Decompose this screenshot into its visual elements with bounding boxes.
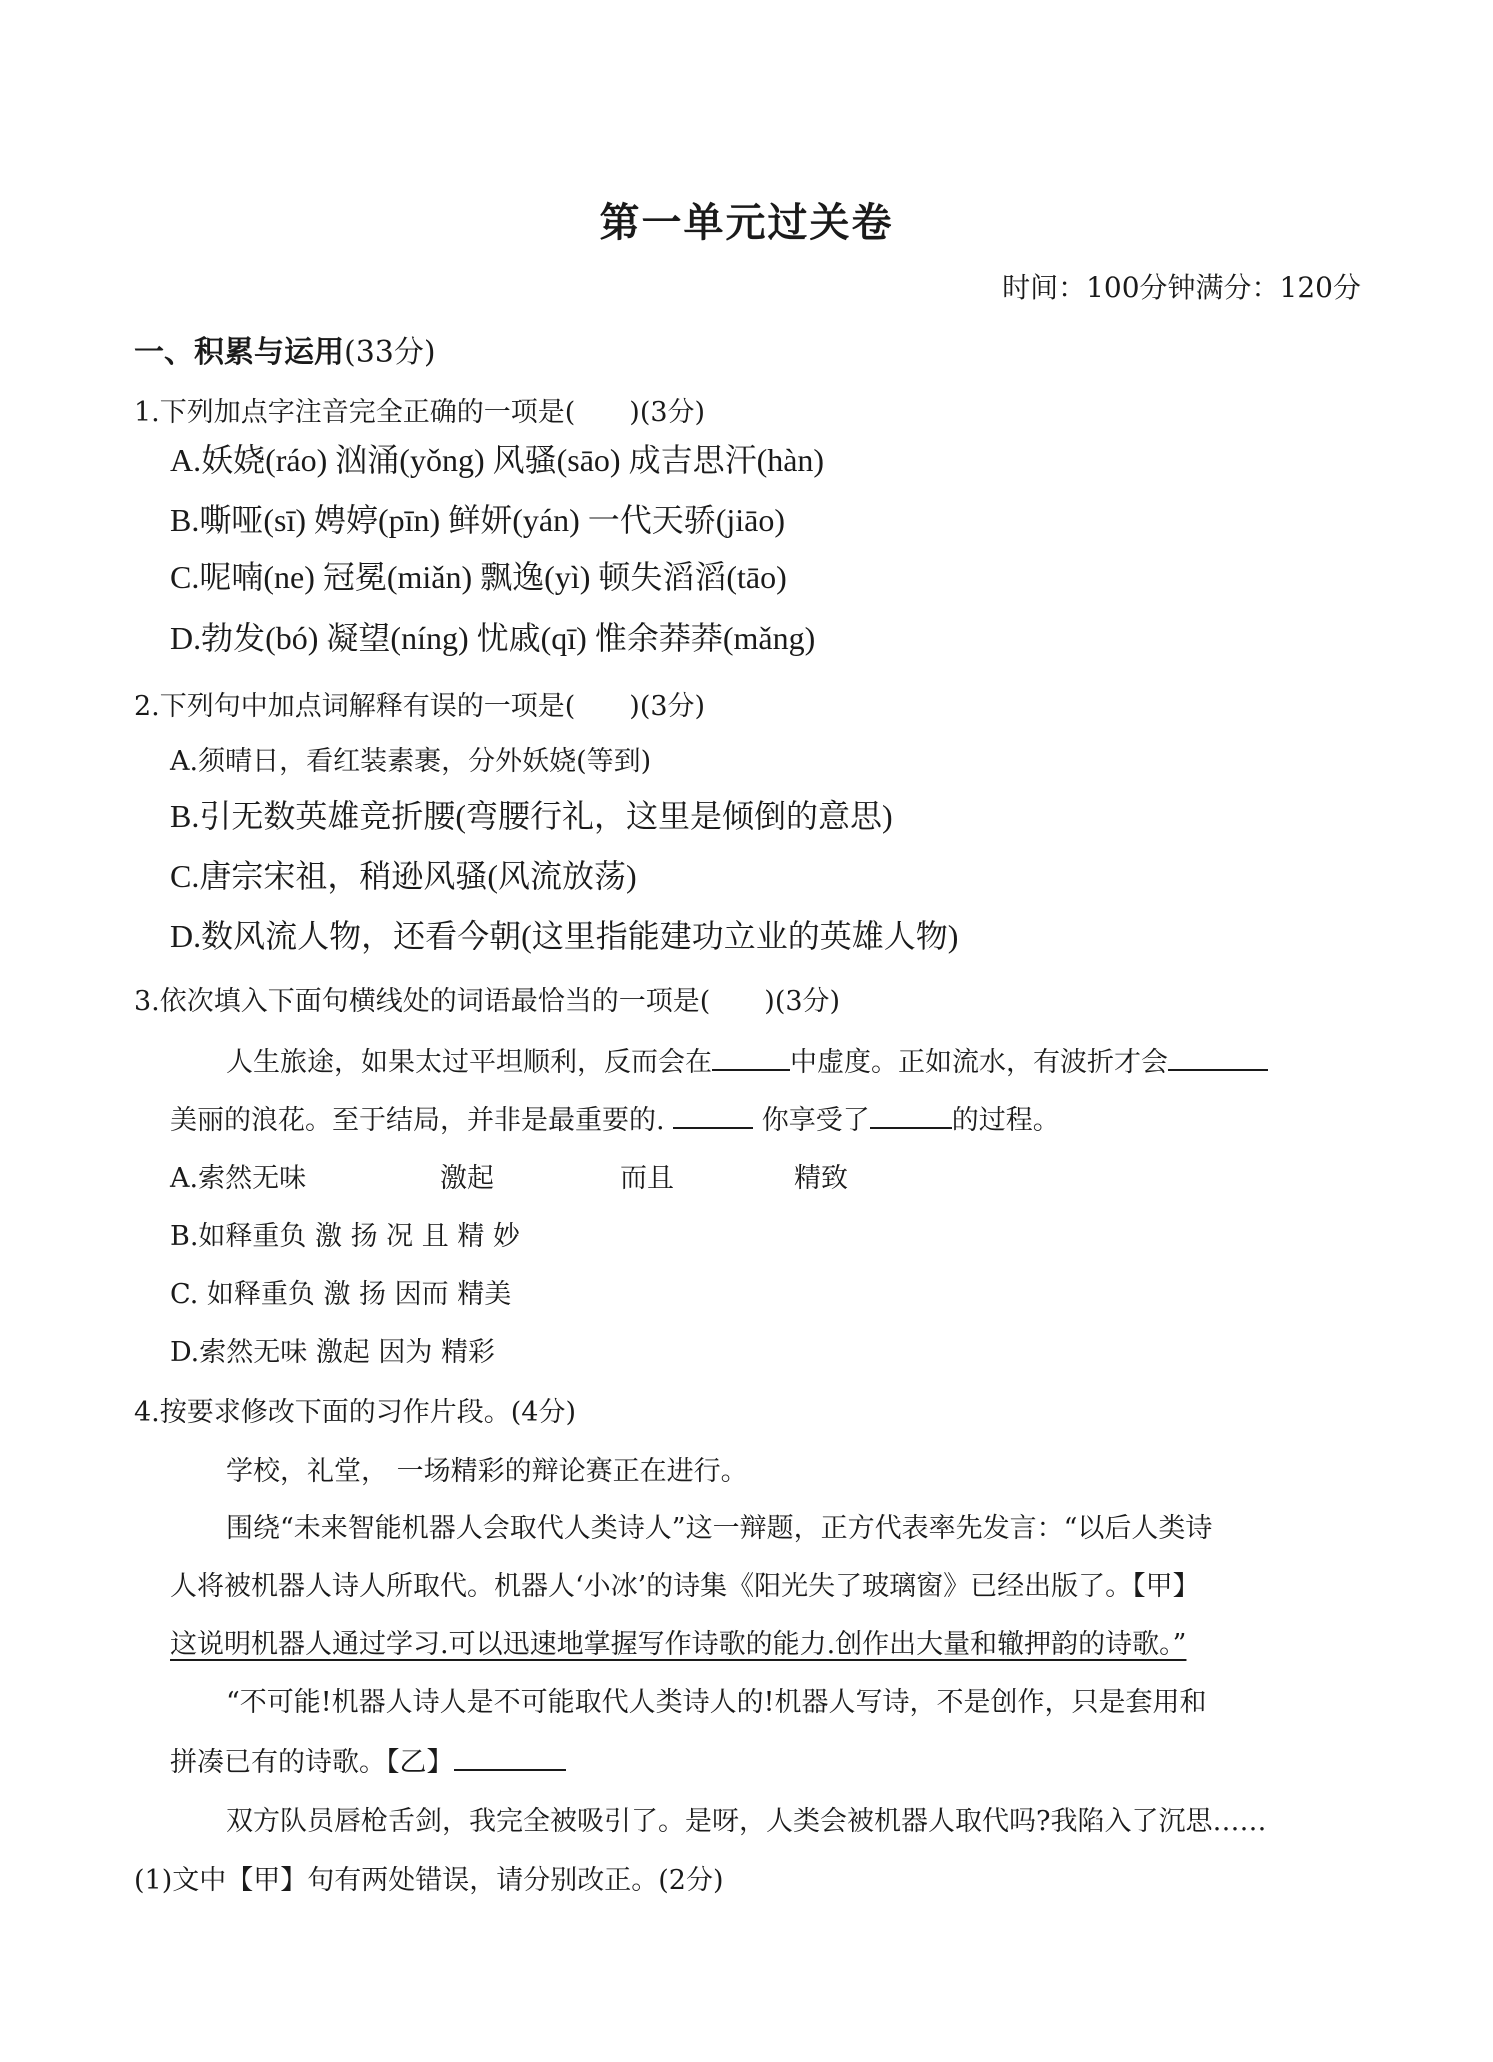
passage-text: 中虚度。正如流水，有波折才会 <box>790 1047 1168 1078</box>
passage-text: 人生旅途，如果太过平坦顺利，反而会在 <box>226 1047 712 1078</box>
blank-4[interactable] <box>870 1103 952 1129</box>
question-4-paragraph-6: 双方队员唇枪舌剑，我完全被吸引了。是呀，人类会被机器人取代吗?我陷入了沉思…… <box>226 1806 1267 1837</box>
question-3-option-a <box>170 1162 848 1196</box>
question-3-passage-line-1 <box>226 1045 1268 1080</box>
question-4-sentence-jia: 这说明机器人通过学习.可以迅速地掌握写作诗歌的能力.创作出大量和辙押韵的诗歌。” <box>170 1629 1187 1660</box>
question-4-paragraph-5 <box>170 1745 566 1780</box>
blank-2[interactable] <box>1168 1045 1268 1071</box>
question-2-stem: 2.下列句中加点词解释有误的一项是( )(3分) <box>134 691 706 722</box>
passage-text: 你享受了 <box>761 1105 870 1136</box>
blank-3[interactable] <box>673 1103 753 1129</box>
question-2-option-d: D.数风流人物，还看今朝(这里指能建功立业的英雄人物) <box>170 918 959 954</box>
option-a-word-4: 精致 <box>794 1163 848 1194</box>
question-3-stem: 3.依次填入下面句横线处的词语最恰当的一项是( )(3分) <box>134 986 841 1017</box>
passage-text: 美丽的浪花。至于结局，并非是最重要的. <box>170 1105 665 1136</box>
question-1-option-b: B.嘶哑(sī) 娉婷(pīn) 鲜妍(yán) 一代天骄(jiāo) <box>170 502 786 538</box>
question-1-option-d: D.勃发(bó) 凝望(níng) 忧戚(qī) 惟余莽莽(mǎng) <box>170 620 816 656</box>
section-heading <box>134 334 436 372</box>
question-4-paragraph-4: “不可能!机器人诗人是不可能取代人类诗人的!机器人写诗，不是创作，只是套用和 <box>226 1687 1207 1718</box>
question-3-option-c: C. 如释重负 激 扬 因而 精美 <box>170 1279 512 1310</box>
question-4-stem: 4.按要求修改下面的习作片段。(4分) <box>134 1397 577 1428</box>
exam-meta: 时间：100分钟满分：120分 <box>1002 271 1361 304</box>
passage-text: 拼凑已有的诗歌。【乙】 <box>170 1747 454 1778</box>
question-4-paragraph-3: 人将被机器人诗人所取代。机器人‘小冰’的诗集《阳光失了玻璃窗》已经出版了。【甲】 <box>170 1571 1200 1602</box>
question-4-paragraph-2: 围绕“未来智能机器人会取代人类诗人”这一辩题，正方代表率先发言：“以后人类诗 <box>226 1513 1213 1544</box>
question-2-option-a: A.须晴日，看红装素裹，分外妖娆(等到) <box>170 746 652 777</box>
question-2-option-c: C.唐宗宋祖，稍逊风骚(风流放荡) <box>170 858 637 894</box>
section-label: 一、积累与运用 <box>134 335 344 370</box>
option-a-word-2: 激起 <box>440 1163 494 1194</box>
section-points: (33分) <box>344 335 436 370</box>
passage-text: 的过程。 <box>951 1105 1060 1136</box>
option-a-word-3: 而且 <box>620 1163 674 1194</box>
question-3-option-d: D.索然无味 激起 因为 精彩 <box>170 1337 496 1368</box>
question-3-option-b: B.如释重负 激 扬 况 且 精 妙 <box>170 1221 520 1252</box>
question-4-paragraph-1: 学校，礼堂， 一场精彩的辩论赛正在进行。 <box>226 1456 748 1487</box>
question-1-option-c: C.呢喃(ne) 冠冕(miǎn) 飘逸(yì) 顿失滔滔(tāo) <box>170 559 787 595</box>
page-title: 第一单元过关卷 <box>599 199 894 246</box>
option-a-word-1: A.索然无味 <box>170 1163 307 1194</box>
question-2-option-b: B.引无数英雄竞折腰(弯腰行礼，这里是倾倒的意思) <box>170 798 893 834</box>
question-1-stem: 1.下列加点字注音完全正确的一项是( )(3分) <box>134 397 706 428</box>
question-3-passage-line-2 <box>170 1103 1060 1138</box>
question-1-option-a: A.妖娆(ráo) 汹涌(yǒng) 风骚(sāo) 成吉思汗(hàn) <box>170 442 825 478</box>
question-4-sub-1: (1)文中【甲】句有两处错误，请分别改正。(2分) <box>134 1865 724 1896</box>
blank-yi[interactable] <box>454 1745 566 1771</box>
blank-1[interactable] <box>712 1045 790 1071</box>
